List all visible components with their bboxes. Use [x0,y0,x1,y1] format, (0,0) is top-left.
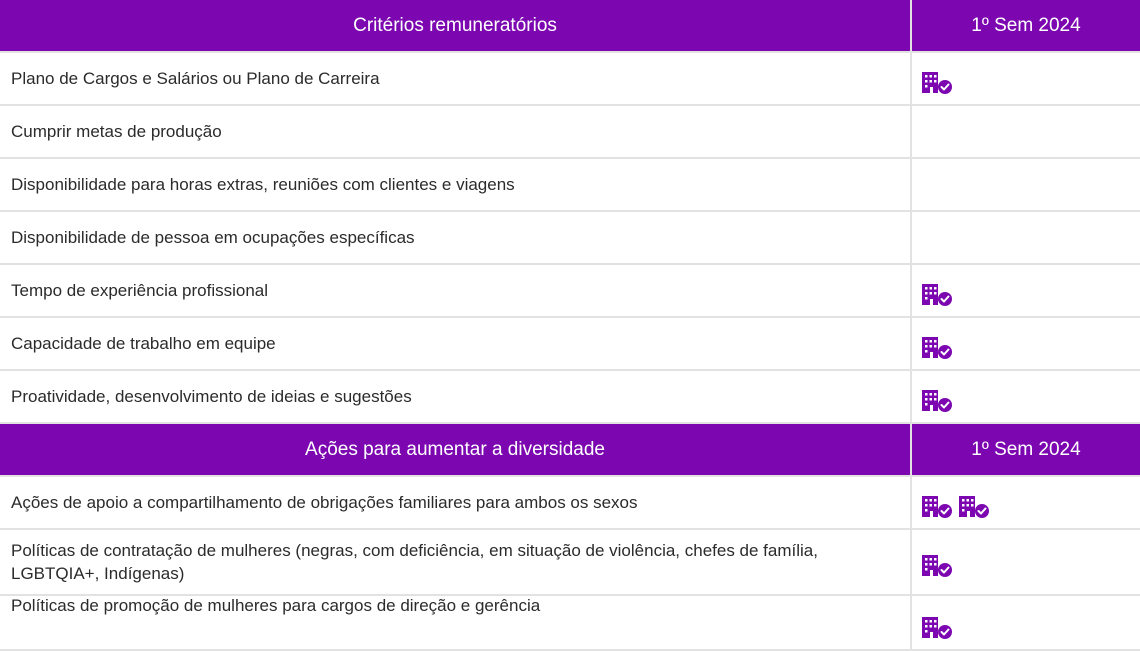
icon-cell [912,371,1140,422]
table-row [0,159,1140,212]
table-row [0,318,1140,371]
section-header [0,0,1140,53]
building-check-icon [921,69,953,95]
row-label: Proatividade, desenvolvimento de ideias e sugestões [0,371,912,422]
icon-cell [912,212,1140,263]
row-label: Disponibilidade para horas extras, reuniões com clientes e viagens [0,159,912,210]
building-check-icon [921,493,953,519]
building-check-icon [921,334,953,360]
row-label: Políticas de contratação de mulheres (negras, com deficiência, em situação de violência, chefes de família, LGBTQIA+, Indígenas) [0,530,912,594]
table-row [0,265,1140,318]
section-title: Critérios remuneratórios [0,0,912,51]
building-check-icon [921,281,953,307]
building-check-icon [921,614,953,640]
table-row [0,212,1140,265]
period-header: 1º Sem 2024 [971,14,1081,36]
icon-cell [912,477,1140,528]
icon-cell [912,159,1140,210]
section-header [0,424,1140,477]
building-check-icon [921,552,953,578]
table-row [0,596,1140,651]
row-label: Ações de apoio a compartilhamento de obrigações familiares para ambos os sexos [0,477,912,528]
icon-cell [912,596,1140,649]
icon-cell [912,265,1140,316]
building-check-icon [921,387,953,413]
table-row [0,477,1140,530]
table-row [0,53,1140,106]
building-check-icon [958,493,990,519]
row-label: Plano de Cargos e Salários ou Plano de Carreira [0,53,912,104]
table-row [0,106,1140,159]
table-row [0,530,1140,596]
icon-cell [912,318,1140,369]
icon-cell [912,106,1140,157]
icon-cell [912,53,1140,104]
row-label: Tempo de experiência profissional [0,265,912,316]
row-label: Capacidade de trabalho em equipe [0,318,912,369]
icon-cell [912,530,1140,594]
table-row [0,371,1140,424]
section-title: Ações para aumentar a diversidade [0,424,912,475]
row-label: Disponibilidade de pessoa em ocupações específicas [0,212,912,263]
row-label: Cumprir metas de produção [0,106,912,157]
row-label: Políticas de promoção de mulheres para cargos de direção e gerência [0,596,912,649]
period-header: 1º Sem 2024 [971,438,1081,460]
